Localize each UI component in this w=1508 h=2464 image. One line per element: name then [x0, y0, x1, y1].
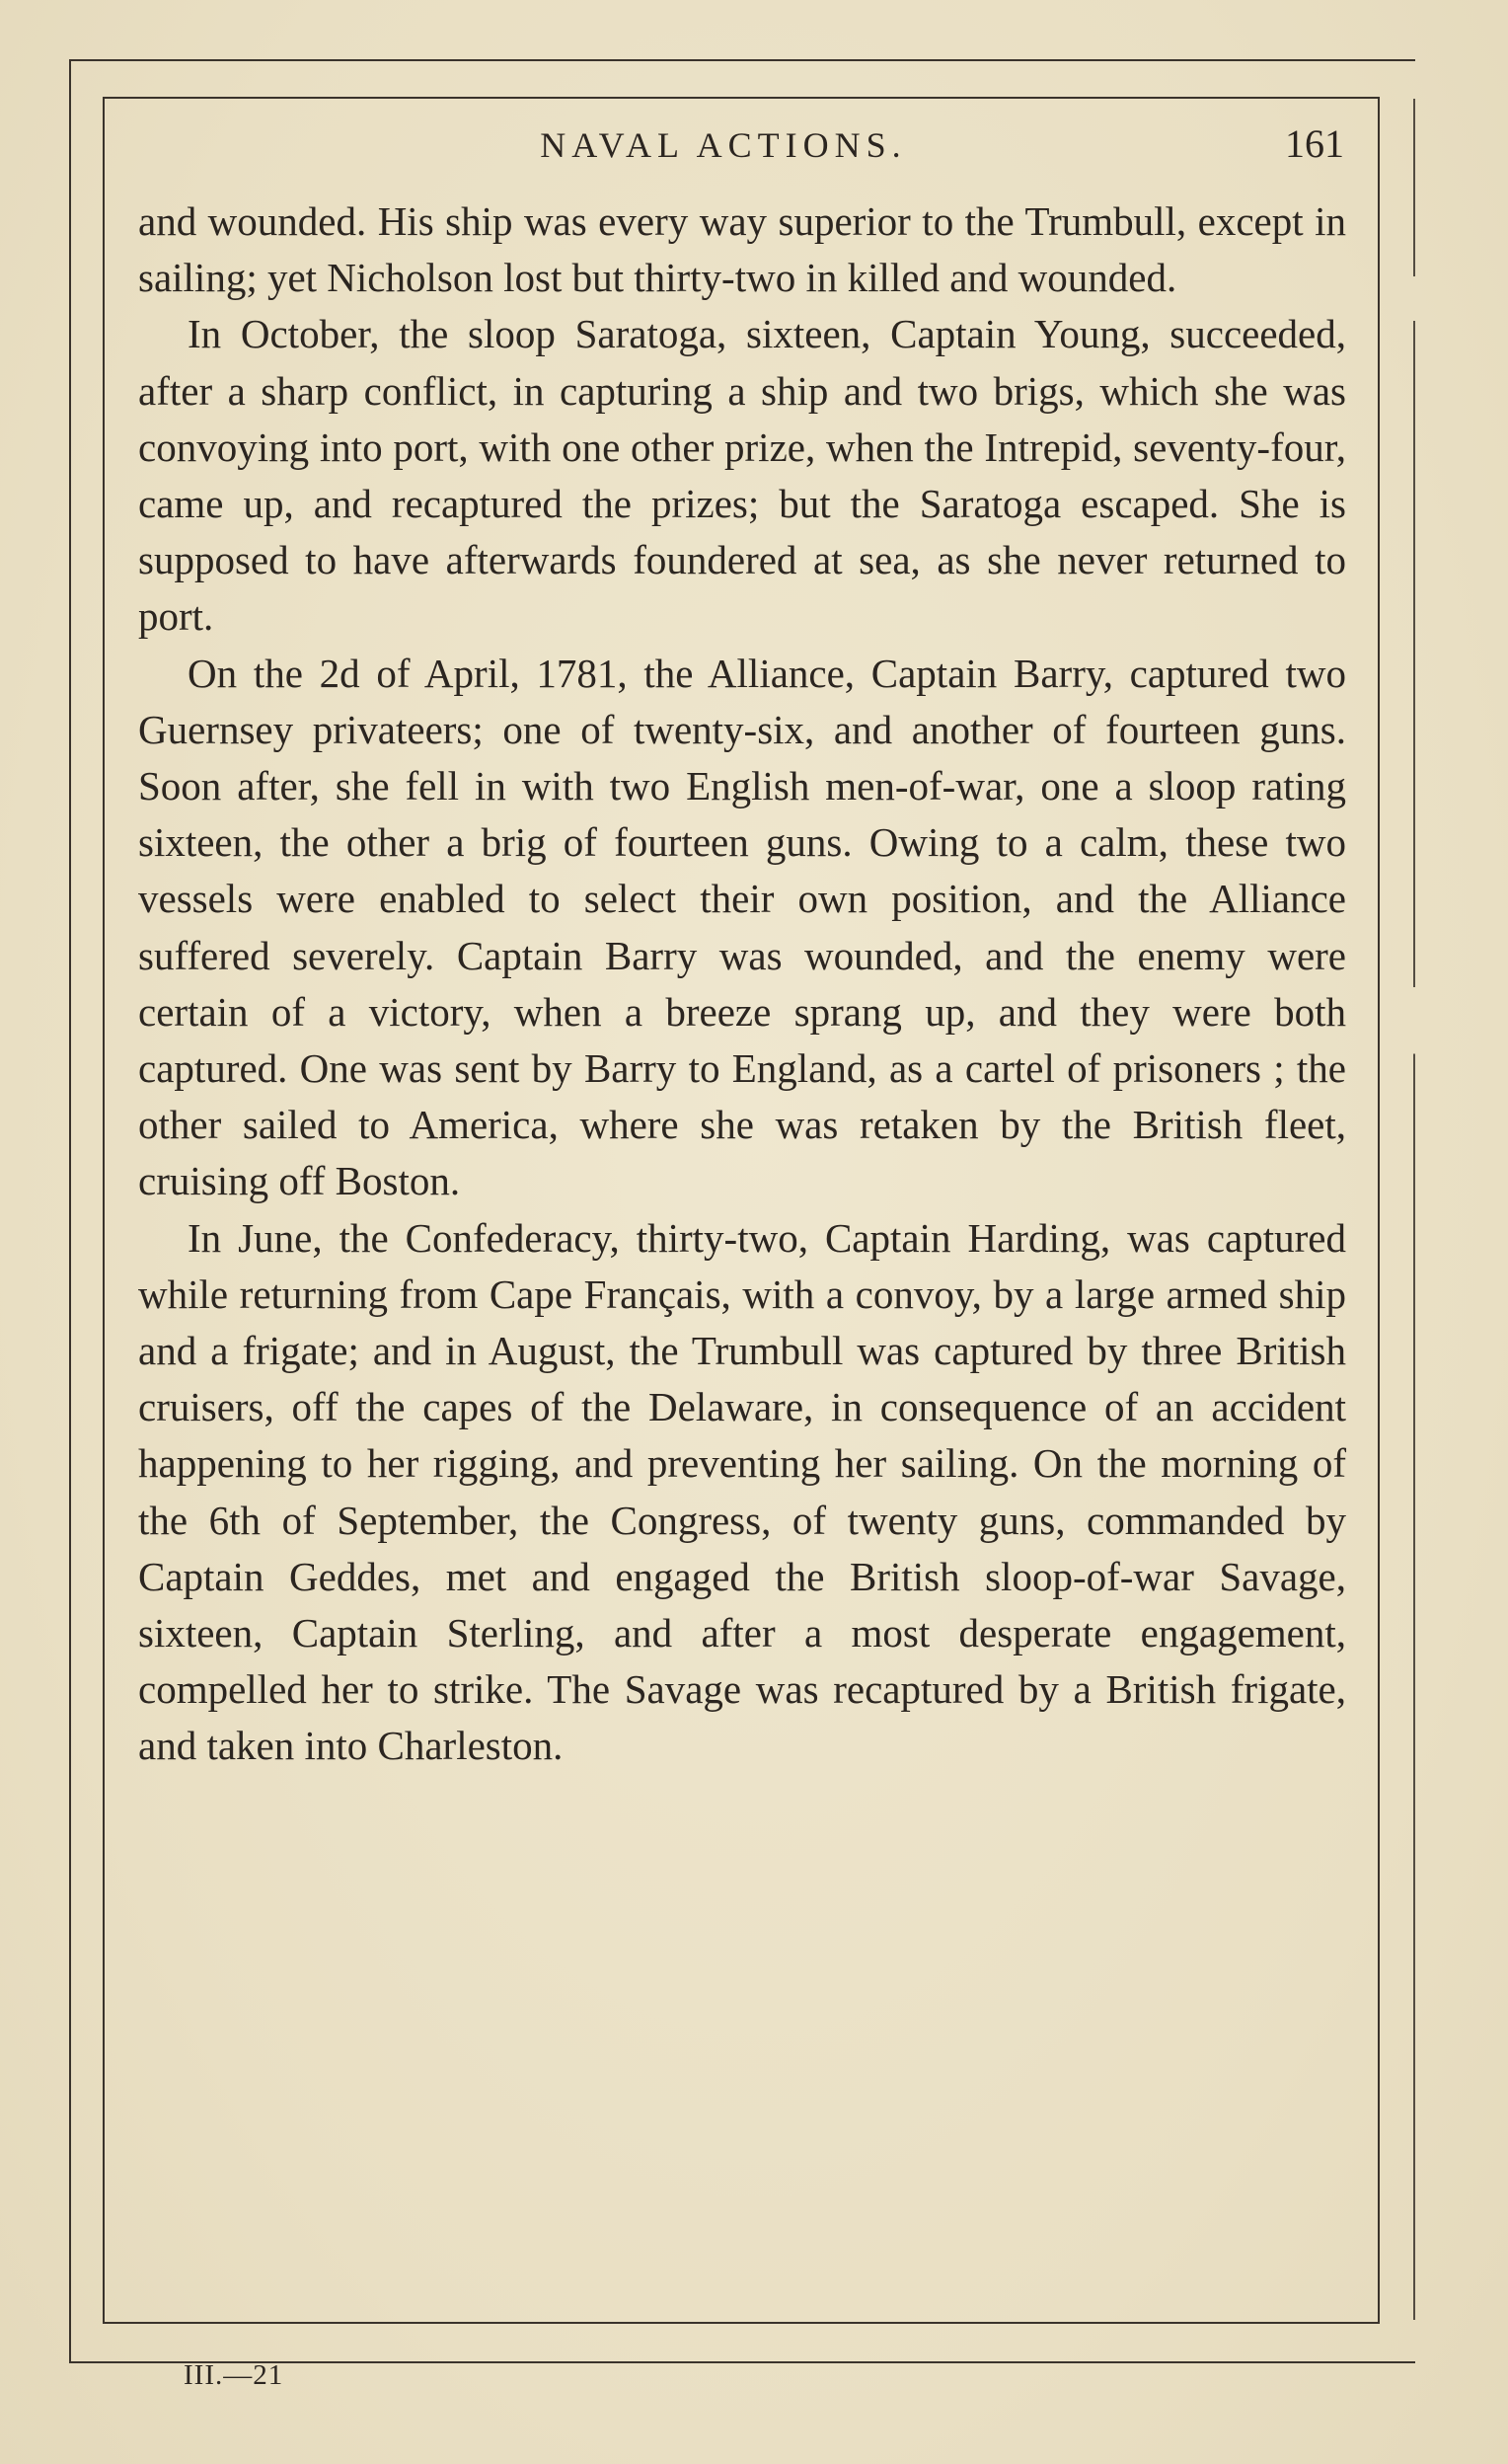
running-title: NAVAL ACTIONS.: [540, 125, 907, 165]
paragraph-alliance: On the 2d of April, 1781, the Alliance, Captain Barry, captured two Guernsey privateers; one of twenty-six, and another of fourteen guns. Soon after, she fell in with two English men-of-war, one a sloop rating sixteen, the other a brig of fourteen guns. Owing to a calm, these two vessels were enabled to select their own position, and the Alliance suffered severely. Captain Barry was wounded, and the enemy were certain of a victory, when a breeze sprang up, and they were both captured. One was sent by Barry to England, as a cartel of prisoners ; the other sailed to America, where she was retaken by the British fleet, cruising off Boston.: [138, 650, 1346, 1204]
paragraph-confederacy: In June, the Confederacy, thirty-two, Captain Harding, was captured while returning from Cape Français, with a convoy, by a large armed ship and a frigate; and in August, the Trumbull was captured by three British cruisers, off the capes of the Delaware, in consequence of an accident happening to her rigging, and preventing her sailing. On the morning of the 6th of September, the Congress, of twenty guns, commanded by Captain Geddes, met and engaged the British sloop-of-war Savage, sixteen, Captain Sterling, and after a most desperate engagement, compelled her to strike. The Savage was recaptured by a British frigate, and taken into Charleston.: [138, 1214, 1346, 1769]
paragraph-saratoga: In October, the sloop Saratoga, sixteen, Captain Young, succeeded, after a sharp conflict, in capturing a ship and two brigs, which she was convoying into port, with one other prize, when the Intrepid, seventy-four, came up, and recaptured the prizes; but the Saratoga escaped. She is supposed to have afterwards foundered at sea, as she never returned to port.: [138, 311, 1346, 640]
body-text: [138, 193, 1346, 1775]
outer-border-right-rule: [1413, 99, 1415, 2320]
paragraph-continuation: and wounded. His ship was every way superior to the Trumbull, except in sailing; yet Nicholson lost but thirty-two in killed and wounded.: [138, 198, 1346, 301]
signature-mark: III.—21: [184, 2359, 284, 2391]
running-head: [103, 118, 1344, 178]
page-number: 161: [1285, 121, 1344, 166]
